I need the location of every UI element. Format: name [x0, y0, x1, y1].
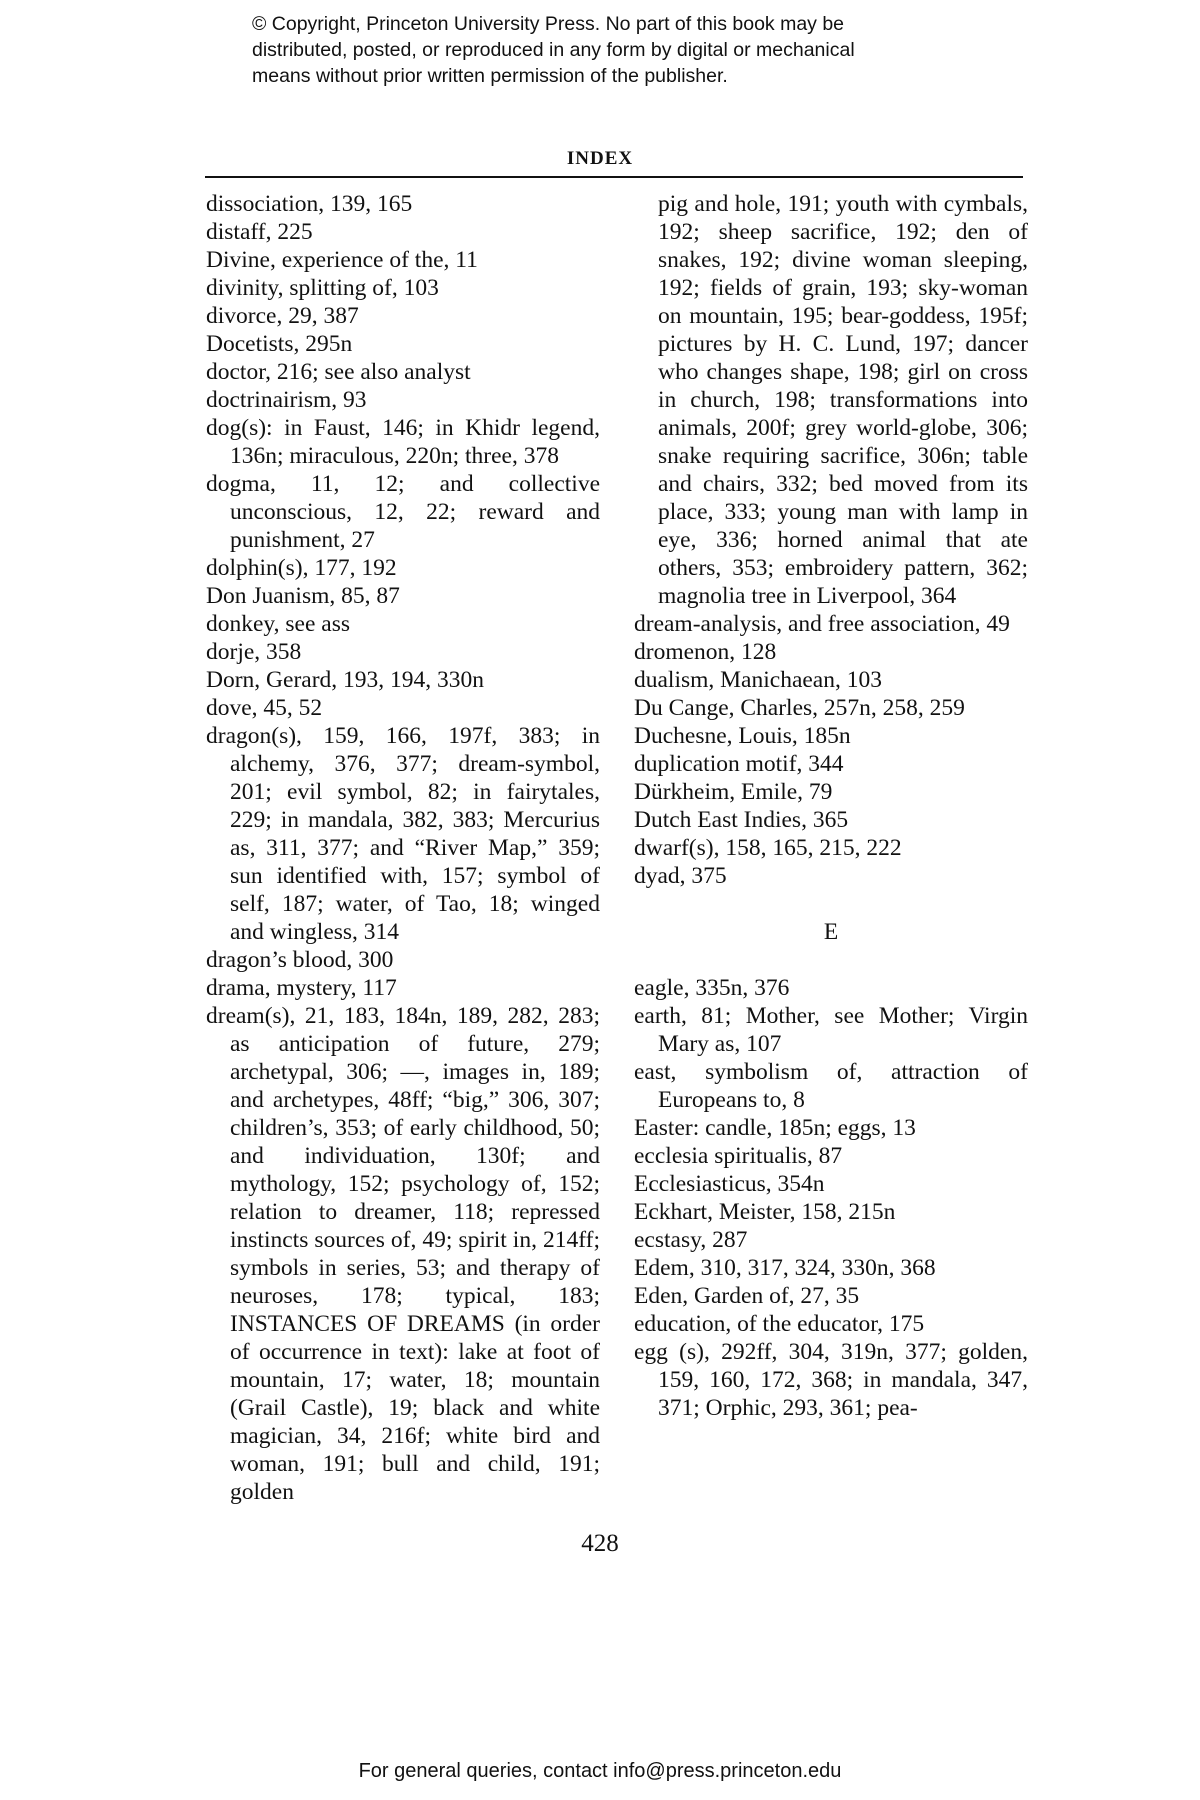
index-entry: duplication motif, 344: [634, 751, 844, 777]
index-entry: Dürkheim, Emile, 79: [634, 779, 833, 805]
copyright-notice: [252, 11, 1012, 89]
index-entry: Easter: candle, 185n; eggs, 13: [634, 1115, 916, 1141]
index-entry: divinity, splitting of, 103: [206, 275, 439, 301]
index-entry: Dorn, Gerard, 193, 194, 330n: [206, 667, 485, 693]
index-entry: Don Juanism, 85, 87: [206, 583, 400, 609]
index-column-left: [206, 190, 600, 1506]
index-entry: dream-analysis, and free association, 49: [634, 611, 1010, 637]
footer-contact: For general queries, contact info@press.princeton.edu: [358, 1760, 842, 1782]
index-entry: dove, 45, 52: [206, 695, 323, 721]
copyright-line: means without prior written permission of the publisher.: [252, 65, 728, 87]
index-entry: Divine, experience of the, 11: [206, 247, 478, 273]
index-entry: Eckhart, Meister, 158, 215n: [634, 1199, 896, 1225]
running-head: INDEX: [566, 148, 634, 169]
index-entry: Eden, Garden of, 27, 35: [634, 1283, 860, 1309]
index-entry: divorce, 29, 387: [206, 303, 359, 329]
index-entry: ecclesia spiritualis, 87: [634, 1143, 843, 1169]
index-entry: ecstasy, 287: [634, 1227, 748, 1253]
index-entry: dragon’s blood, 300: [206, 947, 394, 973]
index-entry: Ecclesiasticus, 354n: [634, 1171, 825, 1197]
index-entry-continuation: pig and hole, 191; youth with cymbals, 192; sheep sacrifice, 192; den of snakes, 192; divine woman sleeping, 192; fields of grain, 193; sky-woman on mountain, 195; bear-goddess, 195f; pictures by H. C. Lund, 197; dancer who changes shape, 198; girl on cross in church, 198; transformations into animals, 200f; grey world-globe, 306; snake requiring sacrifice, 306n; table and chairs, 332; bed moved from its place, 333; young man with lamp in eye, 336; horned animal that ate others, 353; embroidery pattern, 362; magnolia tree in Liverpool, 364: [658, 191, 1028, 609]
index-column-right: [634, 190, 1028, 1422]
index-entry: dream(s), 21, 183, 184n, 189, 282, 283; as anticipation of future, 279; archetypal, 306; —, images in, 189; and archetypes, 48ff; “big,” 306, 307; children’s, 353; of early childhood, 50; and individuation, 130f; and mythology, 152; psychology of, 152; relation to dreamer, 118; repressed instincts sources of, 49; spirit in, 214ff; symbols in series, 53; and therapy of neuroses, 178; typical, 183; INSTANCES OF DREAMS (in order of occurrence in text): lake at foot of mountain, 17; water, 18; mountain (Grail Castle), 19; black and white magician, 34, 216f; white bird and woman, 191; bull and child, 191; golden: [206, 1003, 600, 1505]
index-entry: dromenon, 128: [634, 639, 777, 665]
page-number: 428: [581, 1530, 619, 1557]
index-entry: dwarf(s), 158, 165, 215, 222: [634, 835, 902, 861]
index-entry: education, of the educator, 175: [634, 1311, 925, 1337]
index-entry: dualism, Manichaean, 103: [634, 667, 882, 693]
index-entry: egg (s), 292ff, 304, 319n, 377; golden, 159, 160, 172, 368; in mandala, 347, 371; Orphic, 293, 361; pea-: [634, 1339, 1028, 1421]
index-entry: doctrinairism, 93: [206, 387, 367, 413]
index-entry: drama, mystery, 117: [206, 975, 397, 1001]
index-entry: dogma, 11, 12; and collective unconscious, 12, 22; reward and punishment, 27: [206, 471, 600, 553]
index-entry: Dutch East Indies, 365: [634, 807, 849, 833]
index-entry: eagle, 335n, 376: [634, 975, 790, 1001]
index-entry: dissociation, 139, 165: [206, 191, 413, 217]
index-entry: donkey, see ass: [206, 611, 351, 637]
copyright-line: © Copyright, Princeton University Press. No part of this book may be: [252, 13, 845, 35]
index-entry: doctor, 216; see also analyst: [206, 359, 471, 385]
index-entry: dorje, 358: [206, 639, 302, 665]
copyright-line: distributed, posted, or reproduced in any form by digital or mechanical: [252, 39, 855, 61]
index-entry: dog(s): in Faust, 146; in Khidr legend, 136n; miraculous, 220n; three, 378: [206, 415, 600, 469]
index-entry: dragon(s), 159, 166, 197f, 383; in alchemy, 376, 377; dream-symbol, 201; evil symbol, 82; in fairytales, 229; in mandala, 382, 383; Mercurius as, 311, 377; and “River Map,” 359; sun identified with, 157; symbol of self, 187; water, of Tao, 18; winged and wingless, 314: [206, 723, 600, 945]
index-entry: east, symbolism of, attraction of Europeans to, 8: [634, 1059, 1028, 1113]
header-rule: [205, 176, 1023, 178]
index-entry: earth, 81; Mother, see Mother; Virgin Mary as, 107: [634, 1003, 1028, 1057]
index-entry: Duchesne, Louis, 185n: [634, 723, 851, 749]
section-spacer: [634, 946, 1028, 974]
index-entry: dyad, 375: [634, 863, 727, 889]
section-letter: E: [823, 919, 839, 945]
index-entry: Docetists, 295n: [206, 331, 353, 357]
index-entry: Du Cange, Charles, 257n, 258, 259: [634, 695, 965, 721]
index-entry: dolphin(s), 177, 192: [206, 555, 397, 581]
section-spacer: [634, 890, 1028, 918]
index-entry: Edem, 310, 317, 324, 330n, 368: [634, 1255, 936, 1281]
index-entry: distaff, 225: [206, 219, 313, 245]
